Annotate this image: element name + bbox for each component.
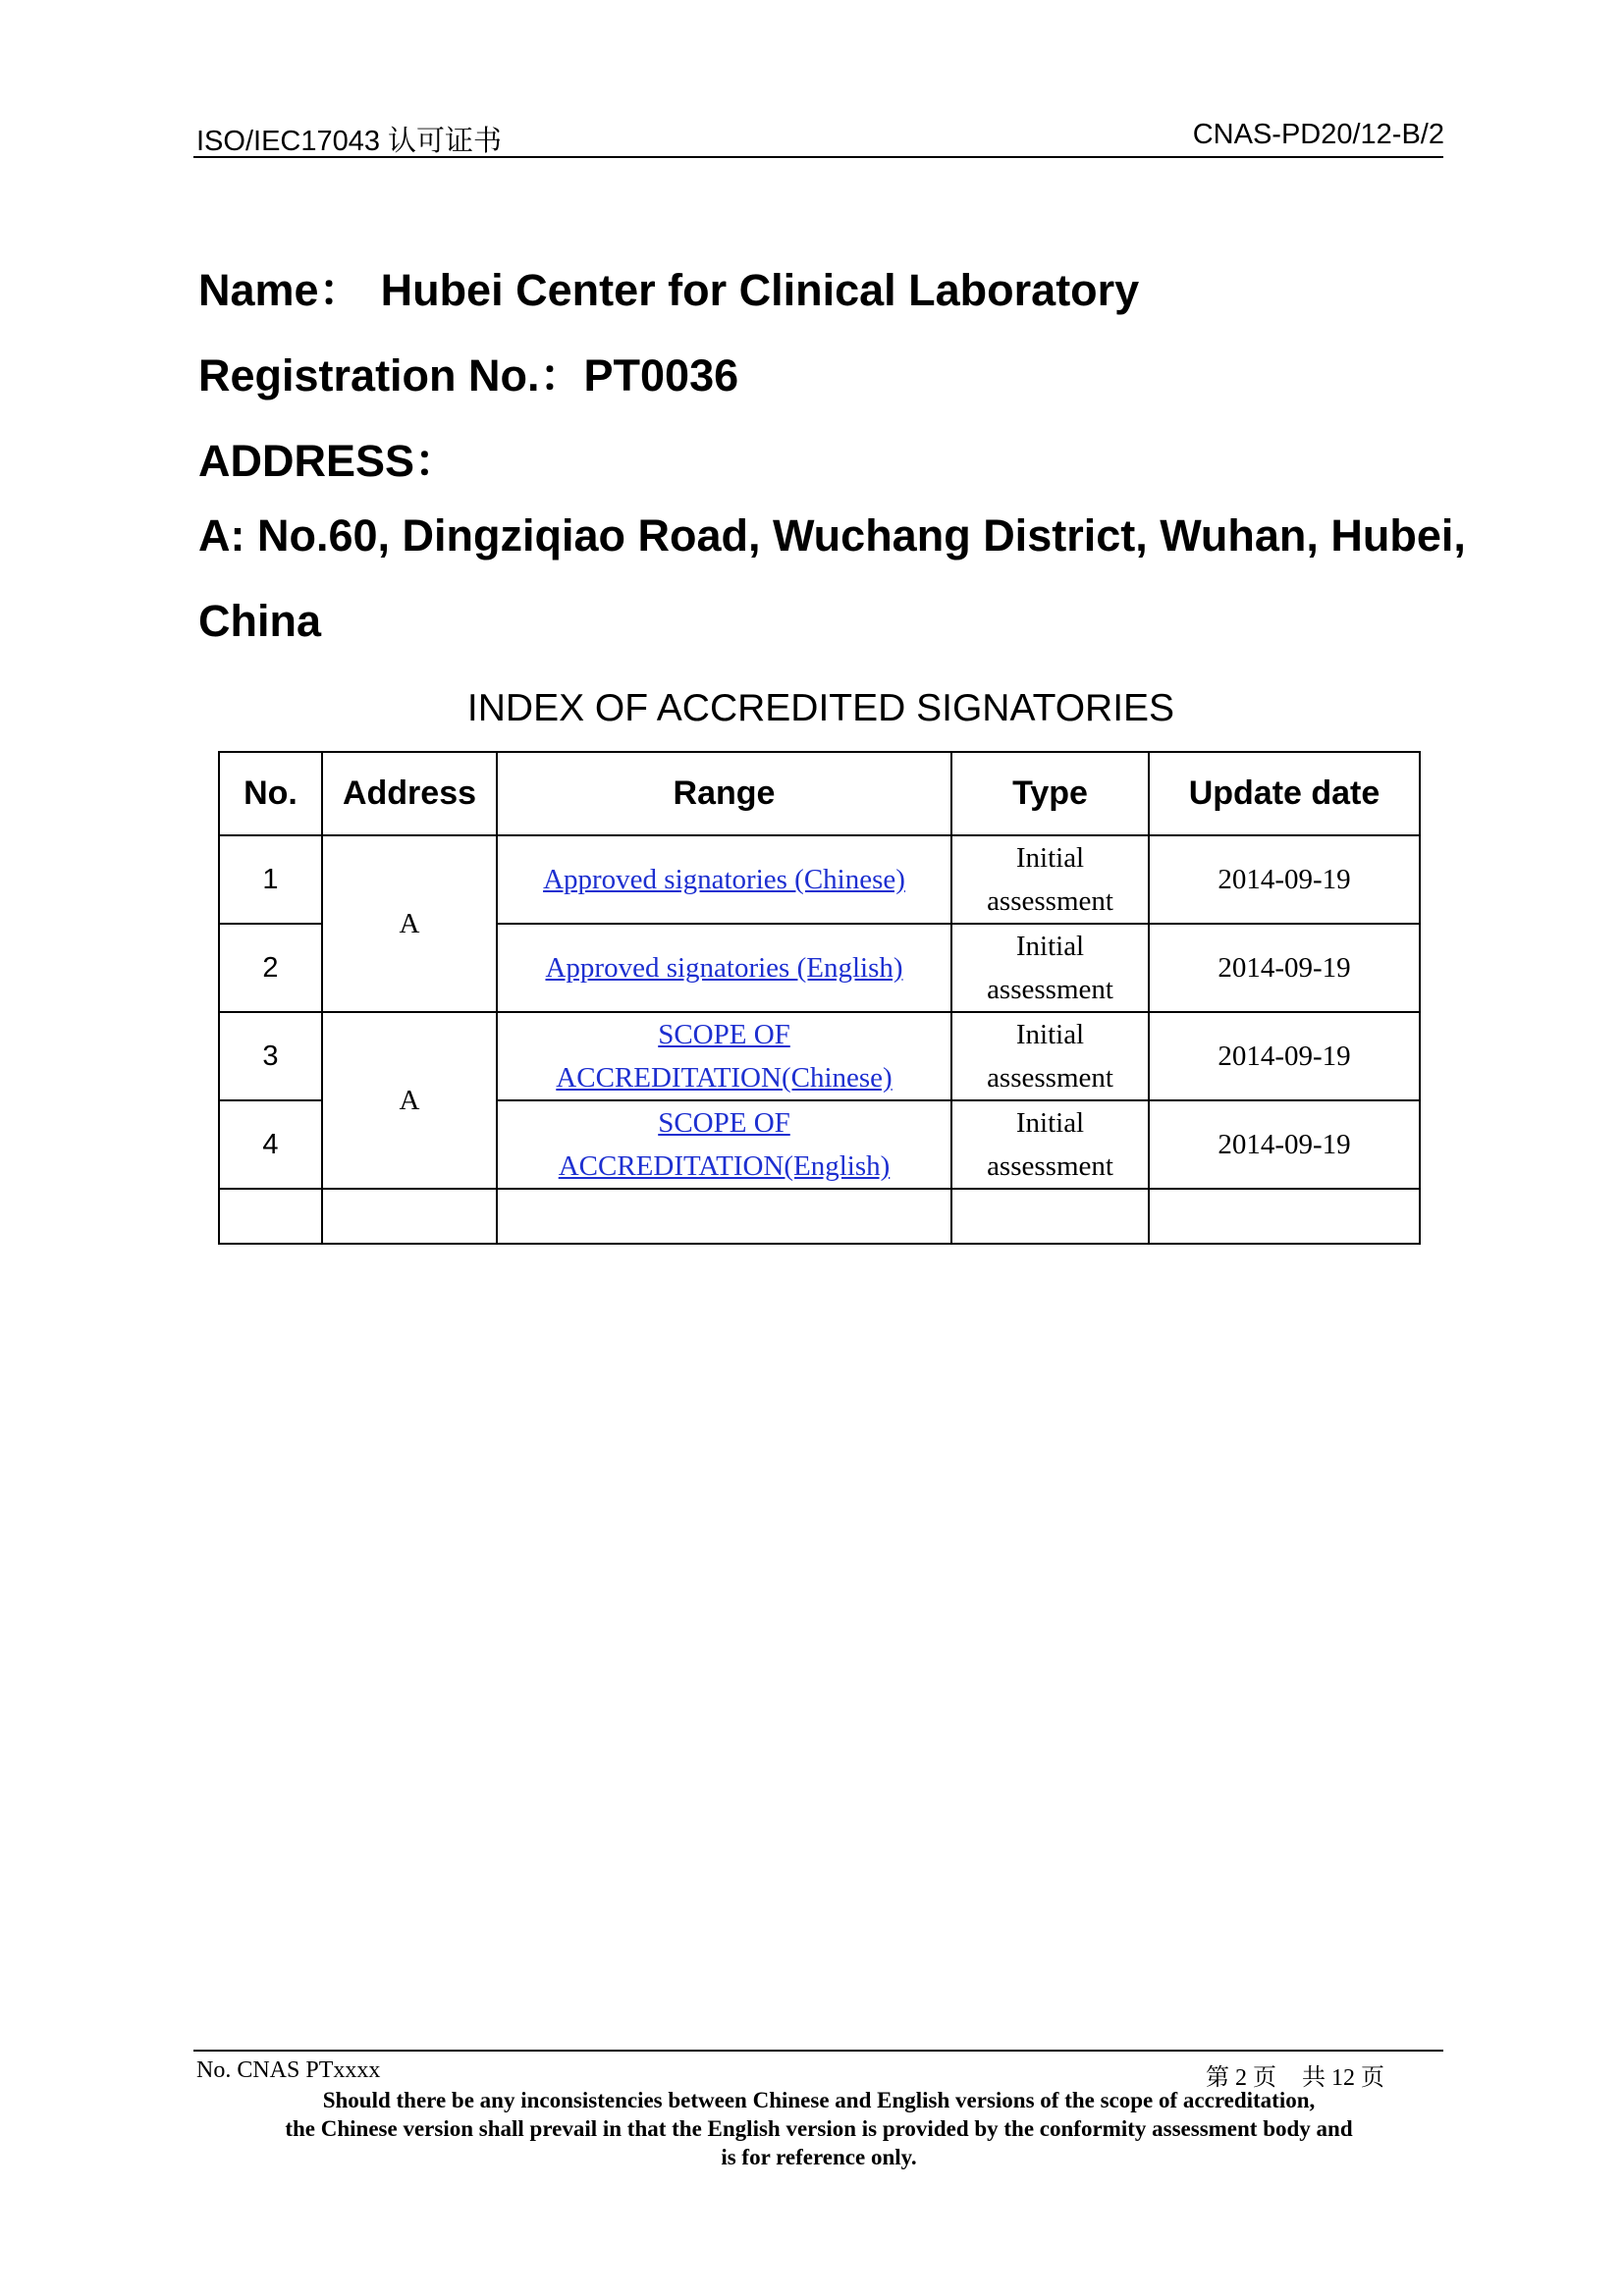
footer-disclaimer-line-2: the Chinese version shall prevail in that the English version is provided by the conformity assessment body and [285,2116,1353,2141]
range-link-scope-english-line-1[interactable]: SCOPE OF [658,1107,790,1139]
index-title: INDEX OF ACCREDITED SIGNATORIES [466,687,1175,729]
table-header-row [219,752,1420,835]
update-date: 2014-09-19 [1149,1100,1420,1189]
name-value: Hubei Center for Clinical Laboratory [380,265,1140,315]
table-row [219,835,1420,924]
update-date: 2014-09-19 [1149,835,1420,924]
type-cell [951,924,1149,1012]
row-no: 1 [219,835,322,924]
type-line-1: Initial [1015,842,1085,874]
empty-cell [951,1189,1149,1244]
empty-cell [219,1189,322,1244]
footer-disclaimer [196,2086,1441,2171]
table-row [219,1012,1420,1100]
col-header-update-date: Update date [1149,752,1420,835]
header-right-text: CNAS-PD20/12-B/2 [1192,119,1444,150]
type-cell [951,835,1149,924]
registration-label: Registration No.： [198,350,584,400]
footer-disclaimer-line-3: is for reference only. [721,2145,917,2169]
name-label: Name： [198,265,363,315]
range-cell [497,924,951,1012]
type-line-2: assessment [987,1150,1113,1182]
empty-cell [497,1189,951,1244]
header-rule [193,156,1443,158]
signatories-table [218,751,1421,1245]
range-cell [497,1100,951,1189]
range-link-scope-english-line-2[interactable]: ACCREDITATION(English) [558,1150,891,1182]
row-no: 3 [219,1012,322,1100]
empty-cell [322,1189,497,1244]
range-link-approved-chinese[interactable]: Approved signatories (Chinese) [543,864,905,895]
type-line-2: assessment [987,1062,1113,1094]
range-cell [497,835,951,924]
footer-rule [193,2050,1443,2052]
address-line-2: China [198,596,322,646]
row-address: A [322,1012,497,1189]
footer-doc-number: No. CNAS PTxxxx [196,2057,381,2083]
update-date: 2014-09-19 [1149,924,1420,1012]
range-cell [497,1012,951,1100]
registration-line [198,340,738,403]
col-header-no: No. [219,752,322,835]
registration-value: PT0036 [583,350,739,400]
footer-page-total: 共 12 页 [1302,2065,1384,2091]
address-line-1: A: No.60, Dingziqiao Road, Wuchang District, Wuhan, Hubei, [198,510,1466,561]
range-link-scope-chinese-line-2[interactable]: ACCREDITATION(Chinese) [556,1062,893,1094]
type-cell [951,1012,1149,1100]
header-left-text: ISO/IEC17043 认可证书 [196,126,503,157]
type-line-2: assessment [987,974,1113,1005]
update-date: 2014-09-19 [1149,1012,1420,1100]
row-no: 2 [219,924,322,1012]
footer-disclaimer-line-1: Should there be any inconsistencies between Chinese and English versions of the scope of accreditation, [322,2088,1316,2112]
type-line-2: assessment [987,885,1113,917]
table-empty-row [219,1189,1420,1244]
range-link-scope-chinese-line-1[interactable]: SCOPE OF [658,1019,790,1050]
row-address: A [322,835,497,1012]
col-header-type: Type [951,752,1149,835]
empty-cell [1149,1189,1420,1244]
type-line-1: Initial [1015,1107,1085,1139]
type-cell [951,1100,1149,1189]
col-header-range: Range [497,752,951,835]
type-line-1: Initial [1015,931,1085,962]
col-header-address: Address [322,752,497,835]
footer-page-number: 第 2 页 [1206,2065,1276,2091]
name-line [198,254,1139,318]
range-link-approved-english[interactable]: Approved signatories (English) [545,952,903,984]
row-no: 4 [219,1100,322,1189]
address-label: ADDRESS： [198,436,460,486]
type-line-1: Initial [1015,1019,1085,1050]
